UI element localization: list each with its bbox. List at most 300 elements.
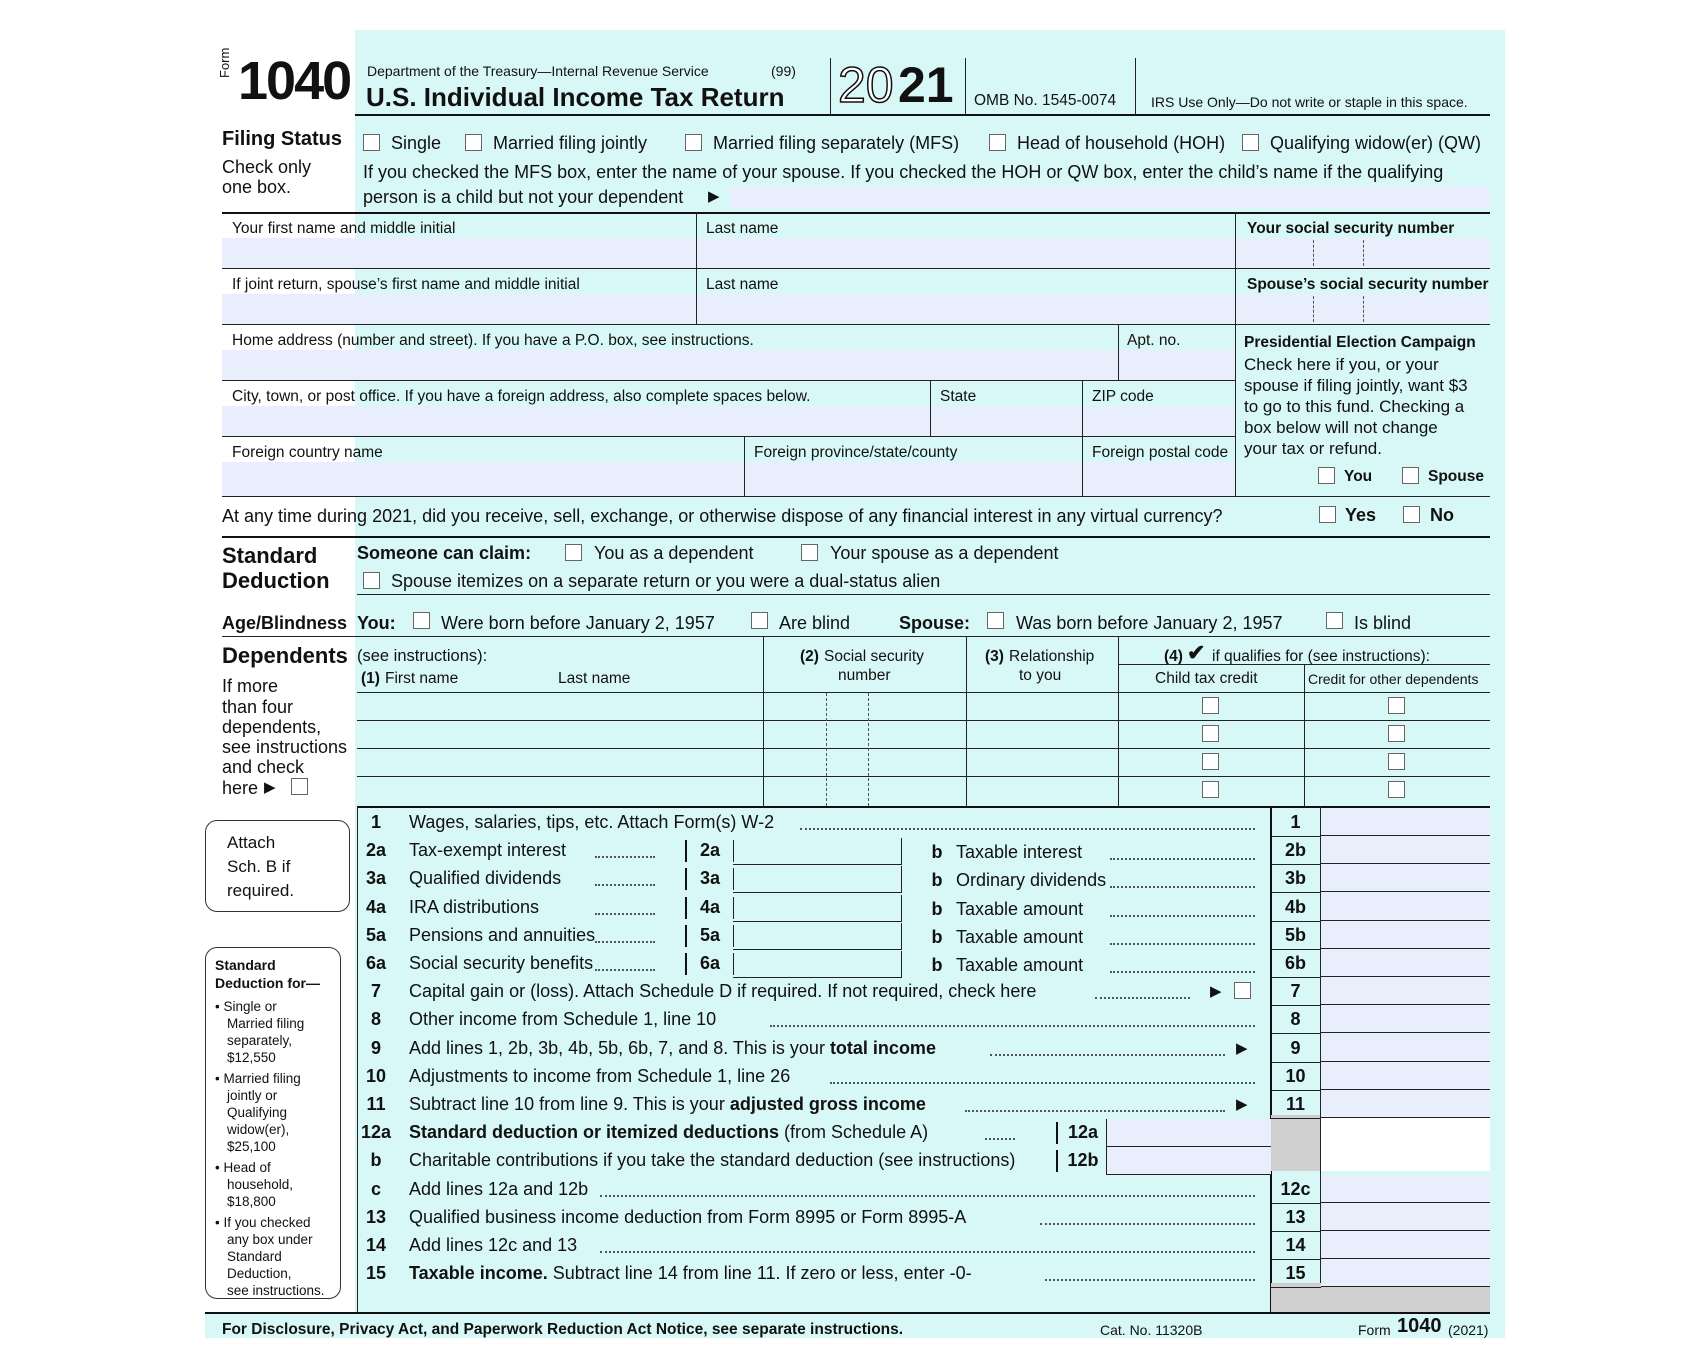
- you-dependent-checkbox[interactable]: [565, 544, 582, 561]
- filing-status-title: Filing Status: [222, 128, 342, 150]
- leader-dots: [985, 1138, 1015, 1140]
- line-inline-input[interactable]: [1106, 1119, 1271, 1147]
- answer-line-number: 14: [1285, 1235, 1306, 1255]
- line-description: IRA distributions: [409, 897, 540, 917]
- filing-status-note-1: If you checked the MFS box, enter the name of your spouse. If you checked the HOH or QW box, enter the child’s name if the qualifying: [363, 162, 1444, 182]
- answer-line-number: 1: [1290, 812, 1301, 832]
- divider: [1304, 664, 1305, 806]
- line-text: (from Schedule A): [779, 1122, 929, 1142]
- leader-dots: [595, 913, 655, 915]
- dependents-side-6: here: [222, 778, 259, 798]
- arrow-icon: ▶: [1210, 983, 1222, 1000]
- dependent-row-2[interactable]: [357, 721, 763, 748]
- divider: [763, 636, 764, 806]
- ssn-separator: [1313, 240, 1314, 266]
- divider: [830, 58, 831, 114]
- line-b-letter: b: [931, 842, 943, 862]
- option-head-of-household: Head of household (HOH): [1017, 133, 1226, 153]
- line-b-text: Taxable amount: [956, 955, 1084, 975]
- leader-dots: [1110, 886, 1255, 888]
- spouse-born-before-checkbox[interactable]: [987, 612, 1004, 629]
- line-number: 1: [370, 812, 381, 832]
- line-text: Add lines 1, 2b, 3b, 4b, 5b, 6b, 7, and 8. This is your: [409, 1038, 830, 1058]
- line-bold-text: Standard deduction or itemized deductions: [409, 1122, 780, 1142]
- cat-number: Cat. No. 11320B: [1100, 1322, 1203, 1338]
- spouse-dependent-checkbox[interactable]: [801, 544, 818, 561]
- spouse-itemizes-checkbox[interactable]: [363, 572, 380, 589]
- attach-line-1: Attach: [227, 833, 276, 852]
- std-for-item: household,: [227, 1177, 294, 1192]
- shaded-12-box: [1271, 1115, 1320, 1171]
- answer-line-number: 6b: [1284, 953, 1306, 973]
- rule: [222, 496, 1490, 497]
- other-credit-checkbox-3[interactable]: [1388, 753, 1405, 770]
- filing-status-sub1: Check only: [222, 157, 312, 177]
- spouse-itemizes-label: Spouse itemizes on a separate return or you were a dual-status alien: [391, 571, 941, 591]
- answer-input[interactable]: [1321, 977, 1490, 1005]
- answer-line-number: 3b: [1284, 868, 1306, 888]
- divider: [1118, 636, 1119, 806]
- state-label: State: [940, 388, 977, 405]
- line-inline-input[interactable]: [733, 895, 902, 922]
- line-number: 5a: [365, 925, 387, 945]
- leader-dots: [1110, 915, 1255, 917]
- omb-number: OMB No. 1545-0074: [974, 92, 1117, 109]
- dep-col1-last: Last name: [558, 670, 631, 687]
- leader-dots: [1110, 971, 1255, 973]
- answer-input[interactable]: [1321, 949, 1490, 977]
- rule: [357, 776, 1490, 777]
- arrow-icon: ▶: [1236, 1096, 1248, 1113]
- department: Department of the Treasury—Internal Revenue Service: [367, 63, 709, 79]
- dependent-row-3[interactable]: [357, 749, 763, 776]
- line-number: c: [370, 1179, 381, 1199]
- spouse-ssn-label: Spouse’s social security number: [1247, 276, 1489, 293]
- foreign-country-input[interactable]: [222, 462, 744, 496]
- rule: [1271, 864, 1321, 865]
- line-description: [409, 1094, 926, 1114]
- leader-dots: [1040, 1223, 1255, 1225]
- answer-line-number: 13: [1285, 1207, 1306, 1227]
- dependent-row-1[interactable]: [357, 693, 763, 720]
- first-name-input[interactable]: [222, 238, 696, 268]
- rule: [1271, 1287, 1321, 1288]
- spouse-first-name-label: If joint return, spouse’s first name and middle initial: [232, 276, 580, 293]
- home-address-label: Home address (number and street). If you have a P.O. box, see instructions.: [232, 332, 754, 349]
- dep-col2-a: Social security: [824, 648, 924, 665]
- dependents-title: Dependents: [222, 643, 348, 668]
- virtual-currency-yes-label: Yes: [1345, 505, 1377, 525]
- rule: [205, 1312, 1490, 1314]
- line-description: [409, 1038, 936, 1058]
- line-number: 14: [365, 1235, 387, 1255]
- form-title: U.S. Individual Income Tax Return: [366, 82, 785, 112]
- line-number: 8: [370, 1009, 381, 1029]
- campaign-line-4: box below will not change: [1244, 418, 1438, 437]
- campaign-spouse-checkbox[interactable]: [1402, 467, 1419, 484]
- line-b-letter: b: [931, 955, 943, 975]
- line-number: 15: [365, 1263, 387, 1283]
- line-box-label: 6a: [685, 953, 734, 975]
- line-b-text: Ordinary dividends: [956, 870, 1107, 890]
- foreign-country-label: Foreign country name: [232, 444, 383, 461]
- dep-ssn-separator: [826, 693, 827, 806]
- someone-can-claim: Someone can claim:: [357, 543, 532, 563]
- line-number: 4a: [365, 897, 387, 917]
- line-number: 10: [365, 1066, 387, 1086]
- answer-line-number: 7: [1290, 981, 1301, 1001]
- answer-input[interactable]: [1321, 836, 1490, 864]
- rule: [222, 380, 1235, 381]
- answer-line-number: 8: [1290, 1009, 1301, 1029]
- line-bold-text: total income: [829, 1038, 936, 1058]
- spouse-last-name-input[interactable]: [697, 294, 1235, 324]
- last-name-input[interactable]: [697, 238, 1235, 268]
- line-bold-text: Taxable income.: [409, 1263, 548, 1283]
- campaign-line-1: Check here if you, or your: [1244, 355, 1439, 374]
- leader-dots: [595, 856, 655, 858]
- line-description: Pensions and annuities: [409, 925, 596, 945]
- rule: [222, 324, 1490, 325]
- spouse-blind-label: Is blind: [1354, 613, 1412, 633]
- line-description: Add lines 12a and 12b: [409, 1179, 589, 1199]
- form-code: (99): [771, 63, 796, 79]
- std-for-item: Married filing: [227, 1016, 305, 1031]
- year-outline: 20: [838, 57, 894, 113]
- capital-gain-checkbox[interactable]: [1234, 982, 1251, 999]
- first-name-label: Your first name and middle initial: [232, 220, 456, 237]
- rule: [1271, 1033, 1321, 1034]
- attach-line-2: Sch. B if: [227, 857, 291, 876]
- line-b-letter: b: [931, 899, 943, 919]
- child-credit-checkbox-4[interactable]: [1202, 781, 1219, 798]
- line-description: Qualified business income deduction from Form 8995 or Form 8995-A: [409, 1207, 967, 1227]
- leader-dots: [600, 1251, 1255, 1253]
- campaign-line-5: your tax or refund.: [1244, 439, 1382, 458]
- dep-col3-b: to you: [1019, 667, 1062, 684]
- std-for-item: widow(er),: [227, 1122, 290, 1137]
- answer-line-number: 12c: [1280, 1179, 1311, 1199]
- rule: [1271, 892, 1321, 893]
- rule: [1271, 1062, 1321, 1063]
- line-box-label: 2a: [685, 840, 734, 862]
- born-before-label: Were born before January 2, 1957: [441, 613, 715, 633]
- rule: [222, 536, 1490, 538]
- dependents-side-5: and check: [222, 757, 305, 777]
- std-for-item: Standard: [227, 1249, 282, 1264]
- city-input[interactable]: [222, 406, 930, 436]
- other-dependents-credit-label: Credit for other dependents: [1308, 671, 1479, 687]
- blank-12-amount: [1321, 1115, 1490, 1171]
- spouse-first-name-input[interactable]: [222, 294, 696, 324]
- checkmark-icon: ✔: [1187, 640, 1206, 665]
- answer-line-number: 4b: [1284, 897, 1306, 917]
- virtual-currency-question: At any time during 2021, did you receive, sell, exchange, or otherwise dispose of any financial interest in any virtual currency?: [222, 506, 1223, 526]
- answer-line-number: 5b: [1284, 925, 1306, 945]
- std-for-title-1: Standard: [215, 957, 276, 973]
- leader-dots: [595, 941, 655, 943]
- std-for-item: $18,800: [227, 1194, 276, 1209]
- virtual-currency-no-checkbox[interactable]: [1403, 506, 1420, 523]
- line-number: 13: [365, 1207, 387, 1227]
- rule: [1271, 921, 1321, 922]
- other-credit-checkbox-1[interactable]: [1388, 697, 1405, 714]
- leader-dots: [600, 1195, 1255, 1197]
- std-for-item: any box under: [227, 1232, 313, 1247]
- checkbox-married-jointly[interactable]: [465, 134, 482, 151]
- line-text: Subtract line 10 from line 9. This is your: [409, 1094, 730, 1114]
- dep-col1-num: (1): [361, 670, 380, 687]
- campaign-line-2: spouse if filing jointly, want $3: [1244, 376, 1468, 395]
- answer-line-number: 9: [1290, 1038, 1301, 1058]
- line-description: Capital gain or (loss). Attach Schedule D if required. If not required, check here: [409, 981, 1037, 1001]
- rule: [355, 114, 1490, 116]
- line-number: 11: [366, 1094, 386, 1114]
- standard-deduction-title-1: Standard: [222, 543, 318, 568]
- answer-input[interactable]: [1321, 1203, 1490, 1231]
- irs-use-only: IRS Use Only—Do not write or staple in this space.: [1151, 94, 1468, 110]
- divider: [966, 636, 967, 806]
- leader-dots: [800, 828, 1255, 830]
- foreign-province-input[interactable]: [745, 462, 1082, 496]
- ssn-separator: [1363, 240, 1364, 266]
- leader-dots: [1110, 943, 1255, 945]
- line-b-text: Taxable interest: [956, 842, 1083, 862]
- child-tax-credit-label: Child tax credit: [1155, 670, 1258, 687]
- checkbox-married-separately[interactable]: [685, 134, 702, 151]
- state-input[interactable]: [931, 406, 1082, 436]
- virtual-currency-no-label: No: [1430, 505, 1454, 525]
- divider: [965, 58, 966, 114]
- leader-dots: [595, 969, 655, 971]
- leader-dots: [990, 1054, 1225, 1056]
- line-description: Wages, salaries, tips, etc. Attach Form(s) W-2: [409, 812, 775, 832]
- rule: [222, 268, 1490, 269]
- standard-deduction-title-2: Deduction: [222, 568, 330, 593]
- answer-line-number: 15: [1285, 1263, 1306, 1283]
- std-for-item: Deduction,: [227, 1266, 292, 1281]
- std-for-item: $12,550: [227, 1050, 276, 1065]
- checkbox-single[interactable]: [363, 134, 380, 151]
- rule: [1271, 1259, 1321, 1260]
- spouse-blind-checkbox[interactable]: [1326, 612, 1343, 629]
- answer-input[interactable]: [1321, 1062, 1490, 1090]
- dependents-side-4: see instructions: [222, 737, 348, 757]
- blind-checkbox[interactable]: [751, 612, 768, 629]
- arrow-icon: ▶: [264, 779, 276, 796]
- line-inline-input[interactable]: [733, 951, 902, 978]
- spouse-last-name-label: Last name: [706, 276, 779, 293]
- rule: [222, 636, 1490, 637]
- answer-input[interactable]: [1321, 808, 1490, 836]
- line-box-label: 4a: [685, 897, 734, 919]
- option-single: Single: [391, 133, 442, 153]
- option-qualifying-widow: Qualifying widow(er) (QW): [1270, 133, 1482, 153]
- answer-input[interactable]: [1321, 1175, 1490, 1203]
- leader-dots: [965, 1110, 1225, 1112]
- rule: [357, 720, 1490, 721]
- footer-notice: For Disclosure, Privacy Act, and Paperwork Reduction Act Notice, see separate instructions.: [222, 1321, 904, 1338]
- age-blindness-title: Age/Blindness: [222, 613, 348, 633]
- std-for-item: jointly or: [227, 1088, 278, 1103]
- line-box-label: 3a: [685, 868, 734, 890]
- apt-input[interactable]: [1119, 350, 1235, 380]
- last-name-label: Last name: [706, 220, 779, 237]
- rule: [222, 436, 1235, 437]
- answer-line-number: 10: [1285, 1066, 1306, 1086]
- line-description: Social security benefits: [409, 953, 594, 973]
- ssn-separator: [1313, 296, 1314, 322]
- campaign-line-3: to go to this fund. Checking a: [1244, 397, 1465, 416]
- line-inline-input[interactable]: [733, 866, 902, 893]
- dep-col4-label: if qualifies for (see instructions):: [1212, 648, 1430, 665]
- checkbox-head-of-household[interactable]: [989, 134, 1006, 151]
- line-number: 7: [370, 981, 381, 1001]
- line-box-label: 5a: [685, 925, 734, 947]
- line-box-label: 12a: [1056, 1122, 1108, 1144]
- line-description: Add lines 12c and 13: [409, 1235, 578, 1255]
- dep-ssn-separator: [868, 693, 869, 806]
- option-married-separately: Married filing separately (MFS): [713, 133, 960, 153]
- qualifying-person-input[interactable]: [730, 186, 1490, 208]
- campaign-spouse-label: Spouse: [1428, 468, 1484, 485]
- line-b-letter: b: [931, 870, 943, 890]
- line-b-text: Taxable amount: [956, 899, 1084, 919]
- child-credit-checkbox-2[interactable]: [1202, 725, 1219, 742]
- leader-dots: [1110, 858, 1255, 860]
- dependents-side-3: dependents,: [222, 717, 322, 737]
- more-dependents-checkbox[interactable]: [291, 778, 308, 795]
- answer-input[interactable]: [1321, 1090, 1490, 1118]
- filing-status-note-2: person is a child but not your dependent: [363, 187, 684, 207]
- age-spouse-label: Spouse:: [899, 613, 971, 633]
- dep-col2-b: number: [838, 667, 891, 684]
- line-description: Tax-exempt interest: [409, 840, 567, 860]
- std-for-item: $25,100: [227, 1139, 276, 1154]
- line-b-letter: b: [931, 927, 943, 947]
- dep-col4-num: (4): [1164, 648, 1183, 665]
- form-number: 1040: [238, 51, 351, 111]
- dependents-see: (see instructions):: [357, 647, 488, 665]
- answer-input[interactable]: [1321, 1259, 1490, 1287]
- rule: [1271, 1090, 1321, 1091]
- dependents-side-2: than four: [222, 697, 294, 717]
- option-married-jointly: Married filing jointly: [493, 133, 648, 153]
- campaign-title: Presidential Election Campaign: [1244, 334, 1476, 351]
- line-text: Subtract line 14 from line 11. If zero or less, enter -0-: [547, 1263, 972, 1283]
- answer-input[interactable]: [1321, 1005, 1490, 1033]
- born-before-checkbox[interactable]: [413, 612, 430, 629]
- leader-dots: [595, 884, 655, 886]
- ssn-separator: [1363, 296, 1364, 322]
- home-address-input[interactable]: [222, 350, 1118, 380]
- rule: [1271, 977, 1321, 978]
- foreign-postal-input[interactable]: [1083, 462, 1235, 496]
- foreign-province-label: Foreign province/state/county: [754, 444, 958, 461]
- std-for-item: see instructions.: [227, 1283, 325, 1298]
- line-inline-input[interactable]: [1106, 1147, 1271, 1175]
- child-credit-checkbox-1[interactable]: [1202, 697, 1219, 714]
- line-number: 12a: [360, 1122, 392, 1142]
- dependent-row-4[interactable]: [357, 777, 763, 804]
- std-for-item: • Married filing: [215, 1071, 301, 1086]
- std-for-item: • Head of: [215, 1160, 271, 1175]
- rule: [1271, 1231, 1321, 1232]
- campaign-you-label: You: [1344, 468, 1373, 485]
- answer-input[interactable]: [1321, 1034, 1490, 1062]
- line-description: Other income from Schedule 1, line 10: [409, 1009, 717, 1029]
- answer-line-number: 2b: [1284, 840, 1306, 860]
- std-for-title-2: Deduction for—: [215, 975, 320, 991]
- city-label: City, town, or post office. If you have a foreign address, also complete spaces below.: [232, 388, 811, 405]
- line-description: Qualified dividends: [409, 868, 562, 888]
- arrow-icon: ▶: [708, 188, 720, 205]
- dep-col3-num: (3): [985, 648, 1004, 665]
- line-description: [409, 1263, 972, 1283]
- line-number: b: [370, 1150, 382, 1170]
- zip-label: ZIP code: [1092, 388, 1154, 405]
- campaign-you-checkbox[interactable]: [1318, 467, 1335, 484]
- std-for-item: • If you checked: [215, 1215, 311, 1230]
- line-b-text: Taxable amount: [956, 927, 1084, 947]
- rule: [357, 748, 1490, 749]
- std-for-item: • Single or: [215, 999, 277, 1014]
- other-credit-checkbox-2[interactable]: [1388, 725, 1405, 742]
- filing-status-sub2: one box.: [222, 177, 292, 197]
- dep-col3-a: Relationship: [1009, 648, 1095, 665]
- line-inline-input[interactable]: [733, 838, 902, 865]
- answer-input[interactable]: [1321, 864, 1490, 892]
- line-number: 3a: [365, 868, 387, 888]
- line-number: 6a: [365, 953, 387, 973]
- divider: [1135, 58, 1136, 114]
- you-dependent-label: You as a dependent: [594, 543, 754, 563]
- child-credit-checkbox-3[interactable]: [1202, 753, 1219, 770]
- form-word: Form: [217, 47, 232, 78]
- line-description: Charitable contributions if you take the standard deduction (see instructions): [409, 1150, 1016, 1170]
- footer-year: (2021): [1448, 1322, 1489, 1338]
- line-bold-text: adjusted gross income: [729, 1094, 926, 1114]
- answer-input[interactable]: [1321, 1231, 1490, 1259]
- age-you-label: You:: [357, 613, 396, 633]
- spouse-born-before-label: Was born before January 2, 1957: [1016, 613, 1283, 633]
- dependents-side-1: If more: [222, 676, 279, 696]
- dep-col1-label: First name: [385, 670, 459, 687]
- zip-input[interactable]: [1083, 406, 1235, 436]
- rule: [1271, 1118, 1321, 1119]
- dep-col2-num: (2): [800, 648, 819, 665]
- virtual-currency-yes-checkbox[interactable]: [1319, 506, 1336, 523]
- rule: [222, 212, 1490, 214]
- leader-dots: [1045, 1279, 1255, 1281]
- leader-dots: [830, 1082, 1255, 1084]
- answer-input[interactable]: [1321, 893, 1490, 921]
- line-inline-input[interactable]: [733, 923, 902, 950]
- line-number: 2a: [365, 840, 387, 860]
- rule: [1271, 1203, 1321, 1204]
- arrow-icon: ▶: [1236, 1040, 1248, 1057]
- answer-input[interactable]: [1321, 921, 1490, 949]
- rule: [1271, 1005, 1321, 1006]
- foreign-postal-label: Foreign postal code: [1092, 444, 1229, 461]
- other-credit-checkbox-4[interactable]: [1388, 781, 1405, 798]
- line-box-label: 12b: [1056, 1150, 1108, 1172]
- checkbox-qualifying-widow[interactable]: [1242, 134, 1259, 151]
- std-for-item: separately,: [227, 1033, 293, 1048]
- year-bold: 21: [898, 57, 954, 113]
- rule: [1271, 836, 1321, 837]
- blind-label: Are blind: [779, 613, 851, 633]
